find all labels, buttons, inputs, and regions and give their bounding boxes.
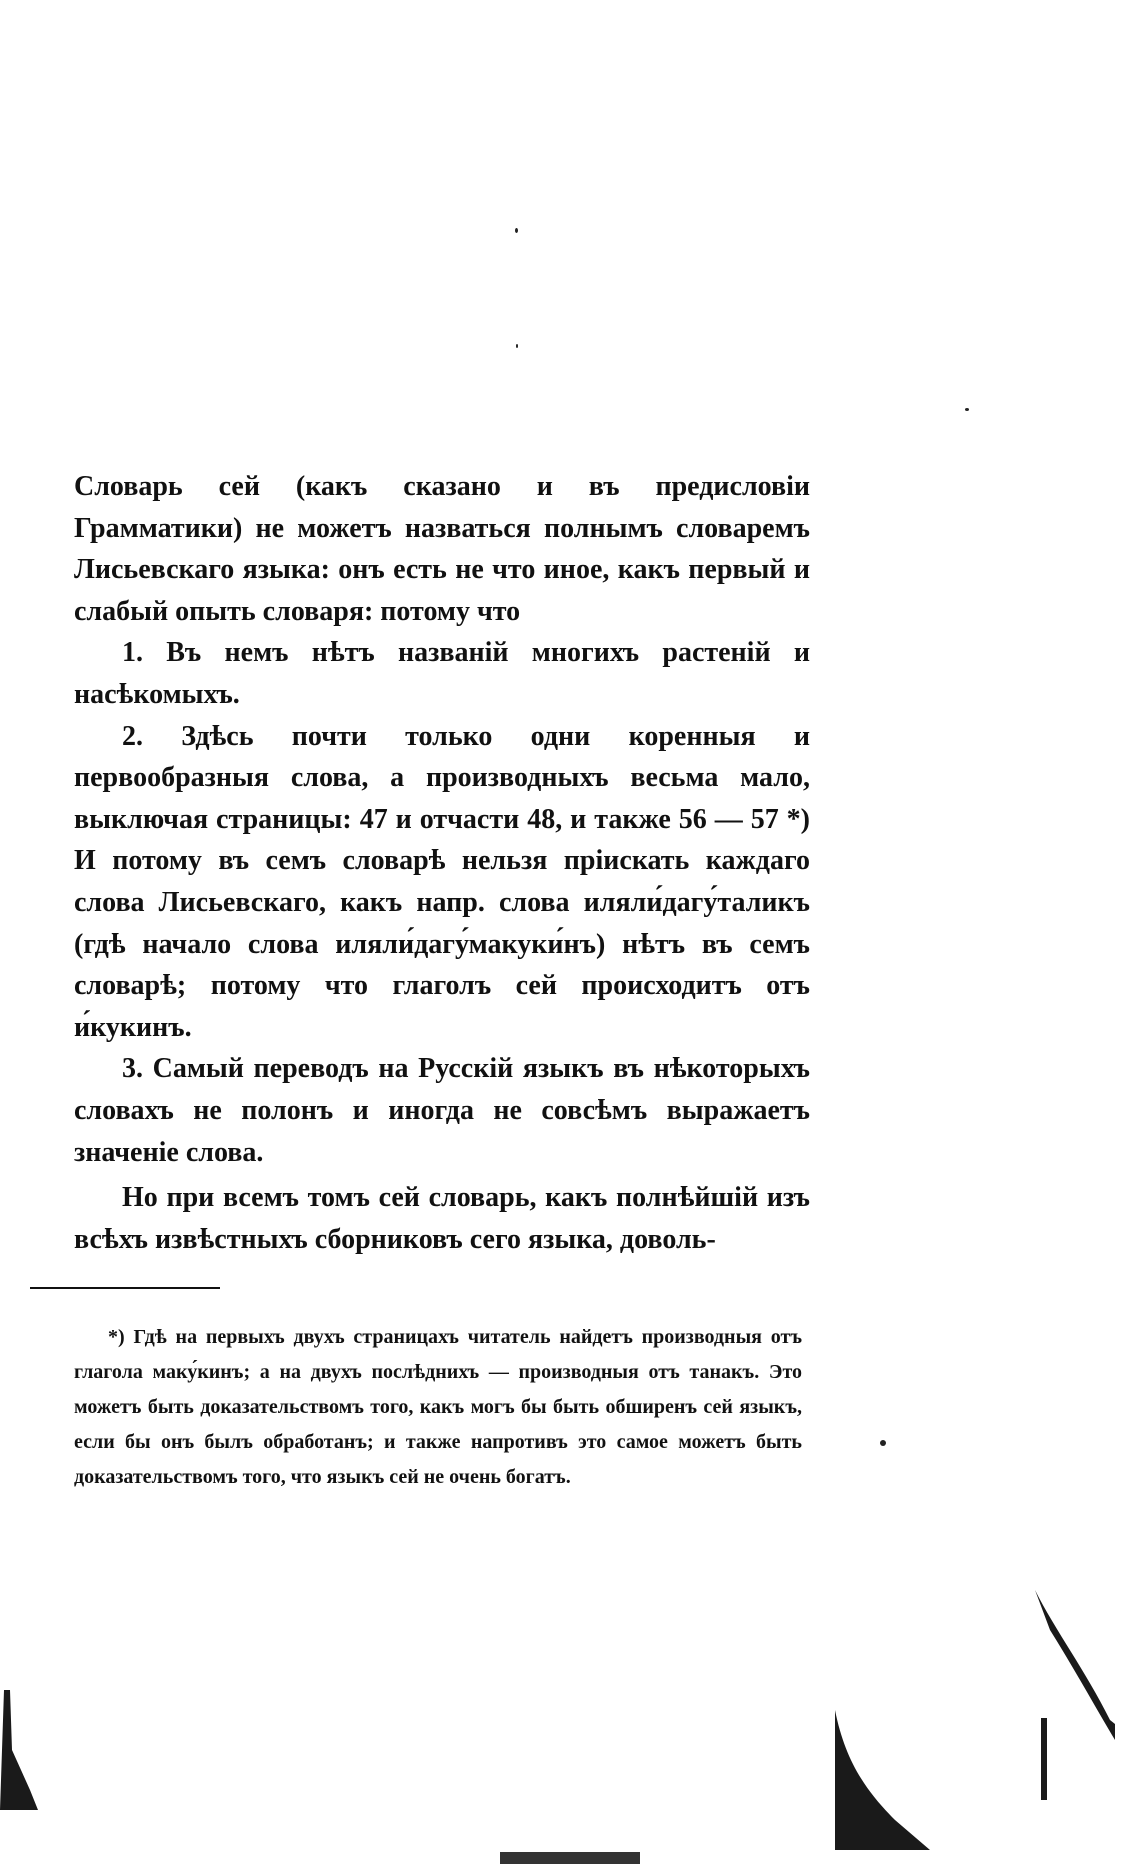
scan-bottom-bar: [500, 1852, 640, 1864]
paragraph-intro: Словарь сей (какъ сказано и въ предисловіи Грамматики) не можетъ назваться полнымъ словаремъ Лисьевскаго языка: онъ есть не что иное, какъ первый и слабый опыть словаря: потому что: [74, 471, 810, 627]
main-text: [74, 466, 810, 1260]
footnote-text: *) Гдѣ на первыхъ двухъ страницахъ читатель найдетъ производныя отъ глагола маку́кинъ; а на двухъ послѣднихъ — производныя отъ танакъ. Это можетъ быть доказательствомъ того, какъ могъ бы быть обширенъ сей языкъ, если бы онъ былъ обработанъ; и также напротивъ это самое можетъ быть доказательствомъ того, что языкъ сей не очень богатъ.: [74, 1326, 802, 1488]
footnote-divider: [30, 1287, 220, 1289]
scan-edge-shadow: [0, 1690, 38, 1810]
paragraph-conclusion: Но при всемъ томъ сей словарь, какъ полнѣйшій изъ всѣхъ извѣстныхъ сборниковъ сего языка, доволь-: [74, 1182, 810, 1255]
scan-speck: [880, 1440, 886, 1446]
footnote: [74, 1320, 802, 1495]
scan-speck: [516, 344, 518, 348]
paragraph-point-3: 3. Самый переводъ на Русскій языкъ въ нѣкоторыхъ словахъ не полонъ и иногда не совсѣмъ выражаетъ значеніе слова.: [74, 1053, 810, 1168]
scan-speck: [515, 228, 518, 233]
paragraph-point-1: 1. Въ немъ нѣтъ названій многихъ растеній и насѣкомыхъ.: [74, 637, 810, 710]
scan-speck: [965, 408, 969, 411]
scan-corner-smudge: [835, 1590, 1115, 1850]
paragraph-point-2: 2. Здѣсь почти только одни коренныя и первообразныя слова, а производныхъ весьма мало, выключая страницы: 47 и отчасти 48, и также 56 — 57 *) И потому въ семъ словарѣ нельзя пріискать каждаго слова Лисьевскаго, какъ напр. слова иляли́дагу́таликъ (гдѣ начало слова иляли́дагу́макуки́нъ) нѣтъ въ семъ словарѣ; потому что глаголъ сей происходитъ отъ и́кукинъ.: [74, 720, 810, 1043]
